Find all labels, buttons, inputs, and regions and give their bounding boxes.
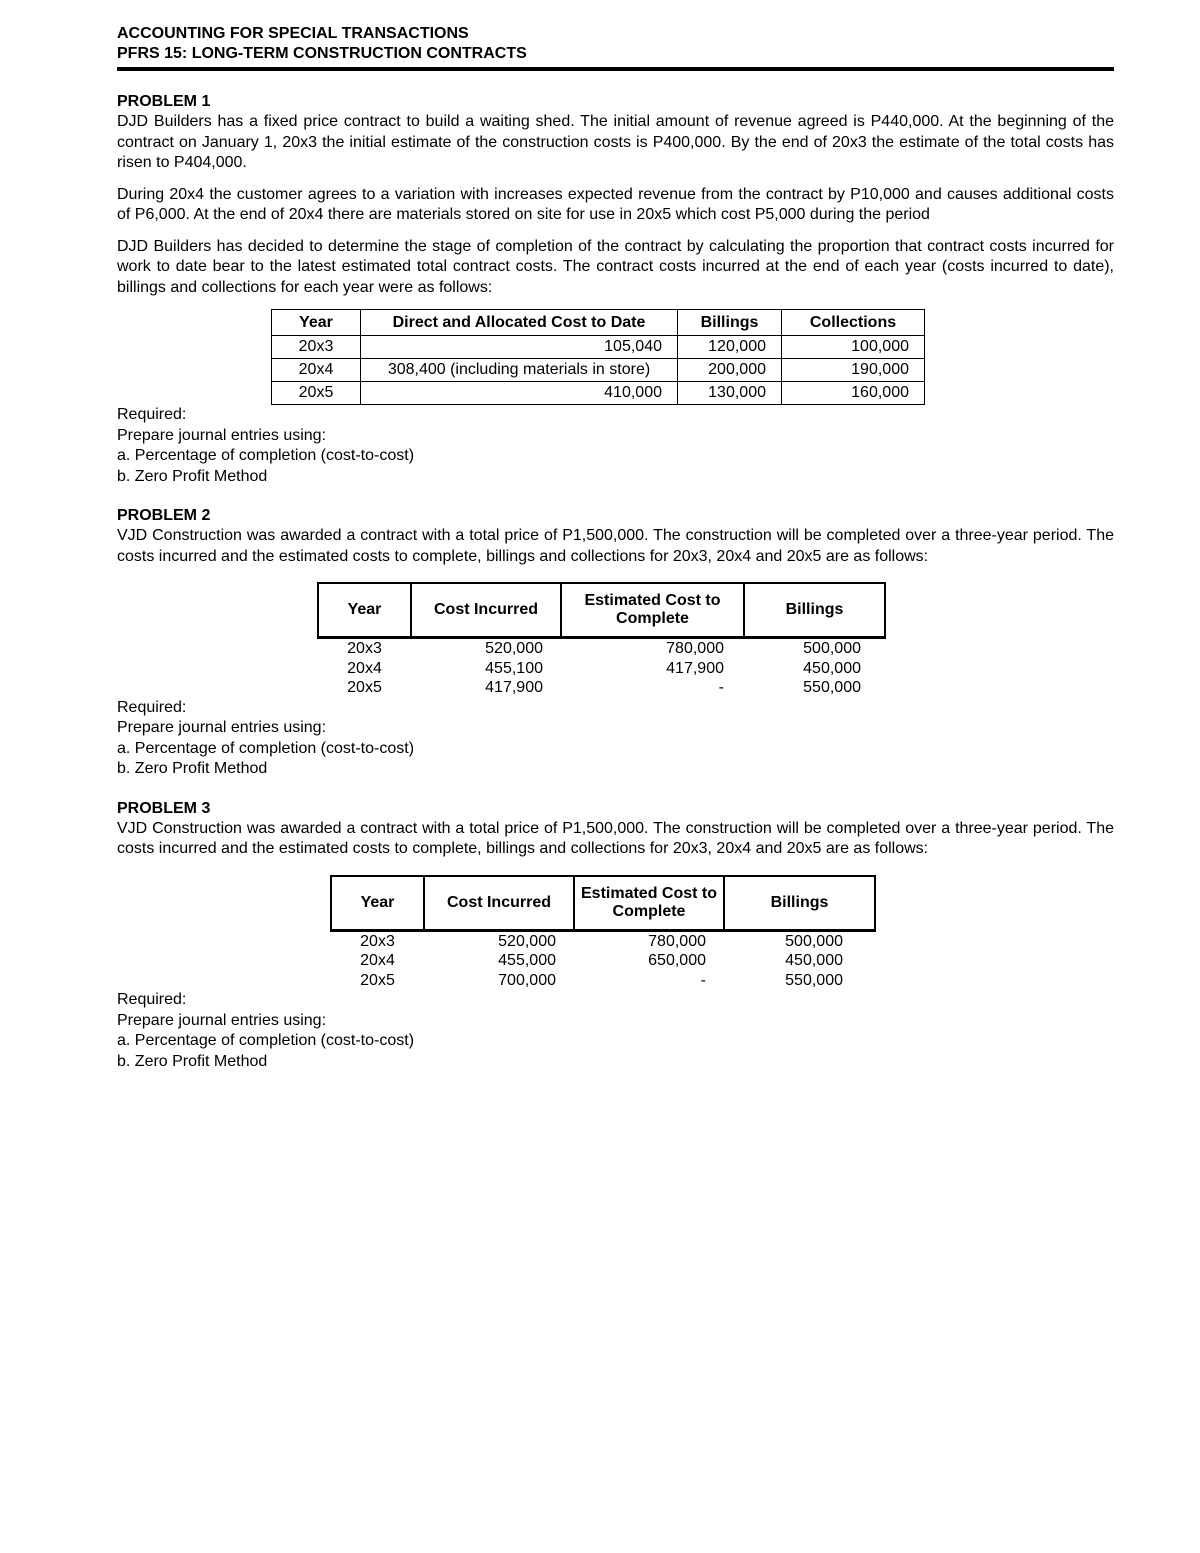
problem-2-table [317,582,886,698]
table-row [331,971,875,991]
problem-2 [117,506,1114,780]
column-header-cost-to-date: Direct and Allocated Cost to Date [361,310,678,336]
billings-cell: 550,000 [785,971,843,989]
problem-3-table [330,875,876,991]
cost-incurred-cell: 520,000 [485,640,543,657]
prepare-instruction: Prepare journal entries using: [117,719,327,736]
topic-title: PFRS 15: LONG-TERM CONSTRUCTION CONTRACTS [117,45,527,62]
prepare-instruction: Prepare journal entries using: [117,426,327,444]
year-cell: 20x3 [272,336,361,359]
column-header-year: Year [318,583,411,638]
year-cell: 20x4 [347,659,382,677]
problem-1-paragraph-3: DJD Builders has decided to determine the stage of completion of the contract by calculating the proportion that contract costs incurred for work to date bear to the latest estimated total contract costs. The contract costs incurred at the end of each year (costs incurred to date), billings and collections for each year were as follows: [117,237,1114,296]
cost-incurred-cell: 455,000 [498,952,556,969]
table-row [318,659,885,679]
cost-cell: 308,400 (including materials in store) [361,359,678,382]
problem-1-paragraph-2: During 20x4 the customer agrees to a variation with increases expected revenue from the contract by P10,000 and causes additional costs of P6,000. At the end of 20x4 there are materials stored on site for use in 20x5 which cost P5,000 during the period [117,185,1114,223]
billings-cell: 500,000 [785,932,843,950]
estimated-cost-cell: 650,000 [648,952,706,969]
column-header-billings: Billings [678,310,782,336]
column-header-billings: Billings [724,876,875,931]
problem-3-title: PROBLEM 3 [117,799,211,817]
year-cell: 20x3 [360,932,395,950]
cost-incurred-cell: 700,000 [498,971,556,989]
option-b: b. Zero Profit Method [117,467,268,485]
billings-cell: 500,000 [803,640,861,657]
year-cell: 20x5 [347,679,382,696]
table-row [331,930,875,951]
problem-1-table [271,309,925,405]
table-row [318,678,885,698]
column-header-collections: Collections [782,310,925,336]
column-header-year: Year [331,876,424,931]
problem-1-paragraph-1: DJD Builders has a fixed price contract to build a waiting shed. The initial amount of revenue agreed is P440,000. At the beginning of the contract on January 1, 20x3 the initial estimate of the construction costs is P400,000. By the end of 20x3 the estimate of the total costs has risen to P404,000. [117,113,1114,171]
estimated-cost-cell: - [700,971,706,989]
billings-cell: 550,000 [803,679,861,696]
problem-3 [117,799,1114,1073]
cost-cell: 410,000 [361,382,678,405]
table-row [272,336,925,359]
table-header-row [318,583,885,638]
billings-cell: 200,000 [678,359,782,382]
problem-1 [117,92,1114,487]
problem-3-paragraph-1: VJD Construction was awarded a contract with a total price of P1,500,000. The construction will be completed over a three-year period. The costs incurred and the estimated costs to complete, billings and collections for 20x3, 20x4 and 20x5 are as follows: [117,819,1114,857]
estimated-cost-cell: 780,000 [648,932,706,950]
table-row [318,638,885,659]
collections-cell: 160,000 [782,382,925,405]
table-row [272,359,925,382]
option-a: a. Percentage of completion (cost-to-cost) [117,447,415,464]
table-header-row [331,876,875,931]
cost-incurred-cell: 417,900 [485,679,543,696]
cost-cell: 105,040 [361,336,678,359]
column-header-year: Year [272,310,361,336]
option-b: b. Zero Profit Method [117,1052,268,1070]
option-a: a. Percentage of completion (cost-to-cost) [117,739,415,757]
course-title: ACCOUNTING FOR SPECIAL TRANSACTIONS [117,25,469,42]
billings-cell: 120,000 [678,336,782,359]
problem-2-paragraph-1: VJD Construction was awarded a contract with a total price of P1,500,000. The construction will be completed over a three-year period. The costs incurred and the estimated costs to complete, billings and collections for 20x3, 20x4 and 20x5 are as follows: [117,527,1114,565]
year-cell: 20x4 [272,359,361,382]
column-header-estimated-cost: Estimated Cost to Complete [561,583,744,638]
billings-cell: 450,000 [803,659,861,677]
header-divider [117,67,1114,71]
year-cell: 20x4 [360,952,395,969]
required-label: Required: [117,406,187,423]
table-row [272,382,925,405]
column-header-cost-incurred: Cost Incurred [411,583,561,638]
table-row [331,951,875,971]
column-header-cost-incurred: Cost Incurred [424,876,574,931]
problem-2-title: PROBLEM 2 [117,507,211,524]
estimated-cost-cell: 780,000 [666,640,724,657]
collections-cell: 190,000 [782,359,925,382]
billings-cell: 130,000 [678,382,782,405]
year-cell: 20x3 [347,640,382,657]
estimated-cost-cell: - [718,679,724,696]
prepare-instruction: Prepare journal entries using: [117,1011,327,1029]
year-cell: 20x5 [272,382,361,405]
year-cell: 20x5 [360,971,395,989]
required-label: Required: [117,698,187,716]
collections-cell: 100,000 [782,336,925,359]
estimated-cost-cell: 417,900 [666,659,724,677]
option-a: a. Percentage of completion (cost-to-cost) [117,1032,415,1049]
option-b: b. Zero Profit Method [117,760,268,777]
column-header-billings: Billings [744,583,885,638]
cost-incurred-cell: 455,100 [485,659,543,677]
billings-cell: 450,000 [785,952,843,969]
required-label: Required: [117,991,187,1008]
document-page [117,24,1114,1072]
table-header-row [272,310,925,336]
cost-incurred-cell: 520,000 [498,932,556,950]
problem-1-title: PROBLEM 1 [117,93,211,110]
column-header-estimated-cost: Estimated Cost to Complete [574,876,724,931]
